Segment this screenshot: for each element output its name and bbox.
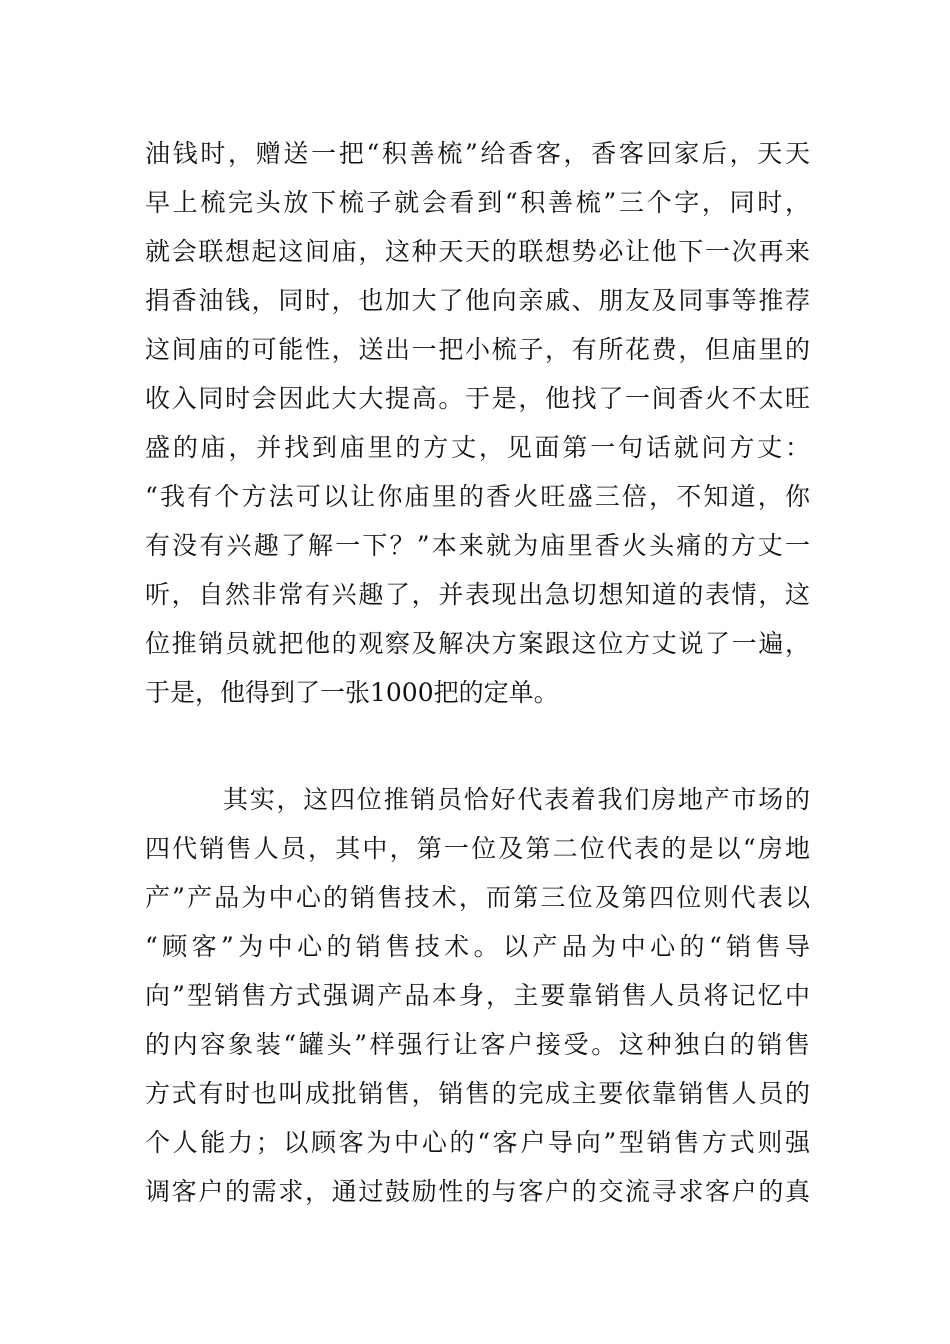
paragraph-line: 收入同时会因此大大提高。于是，他找了一间香火不太旺 <box>145 384 810 413</box>
paragraph-line: 方式有时也叫成批销售，销售的完成主要依靠销售人员的 <box>145 1079 810 1108</box>
paragraph-line: 于是，他得到了一张1000把的定单。 <box>145 678 559 707</box>
paragraph-line: 有没有兴趣了解一下？”本来就为庙里香火头痛的方丈一 <box>145 531 810 560</box>
paragraph-line: 四代销售人员，其中，第一位及第二位代表的是以“房地 <box>145 834 810 863</box>
paragraph-line: 个人能力；以顾客为中心的“客户导向”型销售方式则强 <box>145 1128 810 1157</box>
paragraph-line: 捐香油钱，同时，也加大了他向亲戚、朋友及同事等推荐 <box>145 286 810 315</box>
paragraph-1 <box>145 129 810 717</box>
paragraph-line: 向”型销售方式强调产品本身，主要靠销售人员将记忆中 <box>145 981 810 1010</box>
paragraph-line: 的内容象装“罐头”样强行让客户接受。这种独白的销售 <box>145 1030 810 1059</box>
paragraph-line: 这间庙的可能性，送出一把小梳子，有所花费，但庙里的 <box>145 335 810 364</box>
paragraph-line: 油钱时，赠送一把“积善梳”给香客，香客回家后，天天 <box>145 139 810 168</box>
paragraph-2 <box>145 775 810 1216</box>
paragraph-line: 调客户的需求，通过鼓励性的与客户的交流寻求客户的真 <box>145 1177 810 1206</box>
paragraph-line: 早上梳完头放下梳子就会看到“积善梳”三个字，同时， <box>145 188 810 217</box>
paragraph-line: 产”产品为中心的销售技术，而第三位及第四位则代表以 <box>145 883 810 912</box>
paragraph-line: 盛的庙，并找到庙里的方丈，见面第一句话就问方丈： <box>145 433 810 462</box>
paragraph-line: 听，自然非常有兴趣了，并表现出急切想知道的表情，这 <box>145 580 810 609</box>
paragraph-line: 位推销员就把他的观察及解决方案跟这位方丈说了一遍， <box>145 629 810 658</box>
paragraph-line: 就会联想起这间庙，这种天天的联想势必让他下一次再来 <box>145 237 810 266</box>
paragraph-line: 其实，这四位推销员恰好代表着我们房地产市场的 <box>223 785 810 814</box>
paragraph-line: “我有个方法可以让你庙里的香火旺盛三倍，不知道，你 <box>145 482 810 511</box>
paragraph-line: “顾客”为中心的销售技术。以产品为中心的“销售导 <box>145 932 810 961</box>
